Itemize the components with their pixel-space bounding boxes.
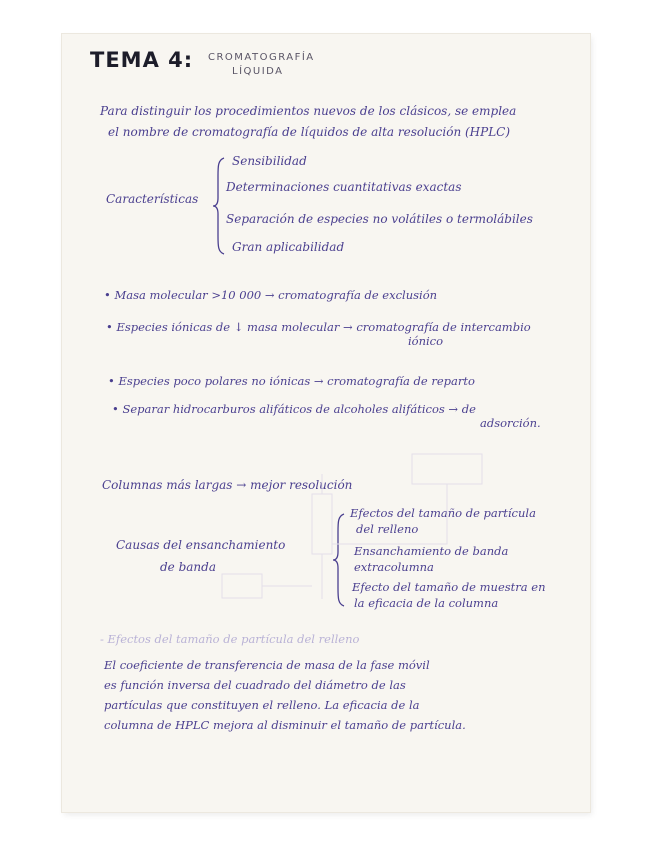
bullet-adsorption-line-1: • Separar hidrocarburos alifáticos de alcoholes alifáticos → de	[112, 402, 476, 416]
bullet-adsorption-line-2: adsorción.	[480, 416, 541, 430]
bullet-exclusion: • Masa molecular >10 000 → cromatografía de exclusión	[104, 288, 438, 302]
characteristics-label: Características	[106, 192, 199, 206]
cause-sample-size-line-1: Efecto del tamaño de muestra en	[352, 580, 546, 594]
cause-particle-size-line-2: del relleno	[356, 522, 419, 536]
section-line-1: El coeficiente de transferencia de masa de la fase móvil	[104, 658, 430, 672]
causes-label-line-1: Causas del ensanchamiento	[116, 538, 286, 552]
bullet-ion-exchange-line-2: iónico	[408, 334, 444, 348]
page-subtitle-line1: CROMATOGRAFÍA	[208, 52, 315, 63]
show-through-sketch	[212, 424, 532, 614]
columns-note: Columnas más largas → mejor resolución	[102, 478, 353, 492]
causes-label-line-2: de banda	[160, 560, 216, 574]
section-line-3: partículas que constituyen el relleno. La eficacia de la	[104, 698, 420, 712]
intro-line-1: Para distinguir los procedimientos nuevos de los clásicos, se emplea	[100, 104, 517, 118]
characteristic-item-1: Sensibilidad	[232, 154, 307, 168]
characteristic-item-2: Determinaciones cuantitativas exactas	[226, 180, 462, 194]
section-line-2: es función inversa del cuadrado del diámetro de las	[104, 678, 406, 692]
page-subtitle-line2: LÍQUIDA	[232, 66, 284, 77]
characteristic-item-3: Separación de especies no volátiles o termolábiles	[226, 212, 533, 226]
cause-extracolumn-line-2: extracolumna	[354, 560, 434, 574]
intro-line-2: el nombre de cromatografía de líquidos de alta resolución (HPLC)	[108, 125, 511, 139]
notebook-page	[62, 34, 590, 812]
section-heading: - Efectos del tamaño de partícula del relleno	[100, 632, 360, 646]
characteristics-brace	[212, 156, 226, 256]
cause-extracolumn-line-1: Ensanchamiento de banda	[354, 544, 509, 558]
page-title: TEMA 4:	[90, 48, 194, 72]
characteristic-item-4: Gran aplicabilidad	[232, 240, 345, 254]
cause-particle-size-line-1: Efectos del tamaño de partícula	[350, 506, 536, 520]
bullet-partition: • Especies poco polares no iónicas → cromatografía de reparto	[108, 374, 475, 388]
bullet-ion-exchange-line-1: • Especies iónicas de ↓ masa molecular → cromatografía de intercambio	[106, 320, 531, 334]
cause-sample-size-line-2: la eficacia de la columna	[354, 596, 499, 610]
section-line-4: columna de HPLC mejora al disminuir el tamaño de partícula.	[104, 718, 466, 732]
